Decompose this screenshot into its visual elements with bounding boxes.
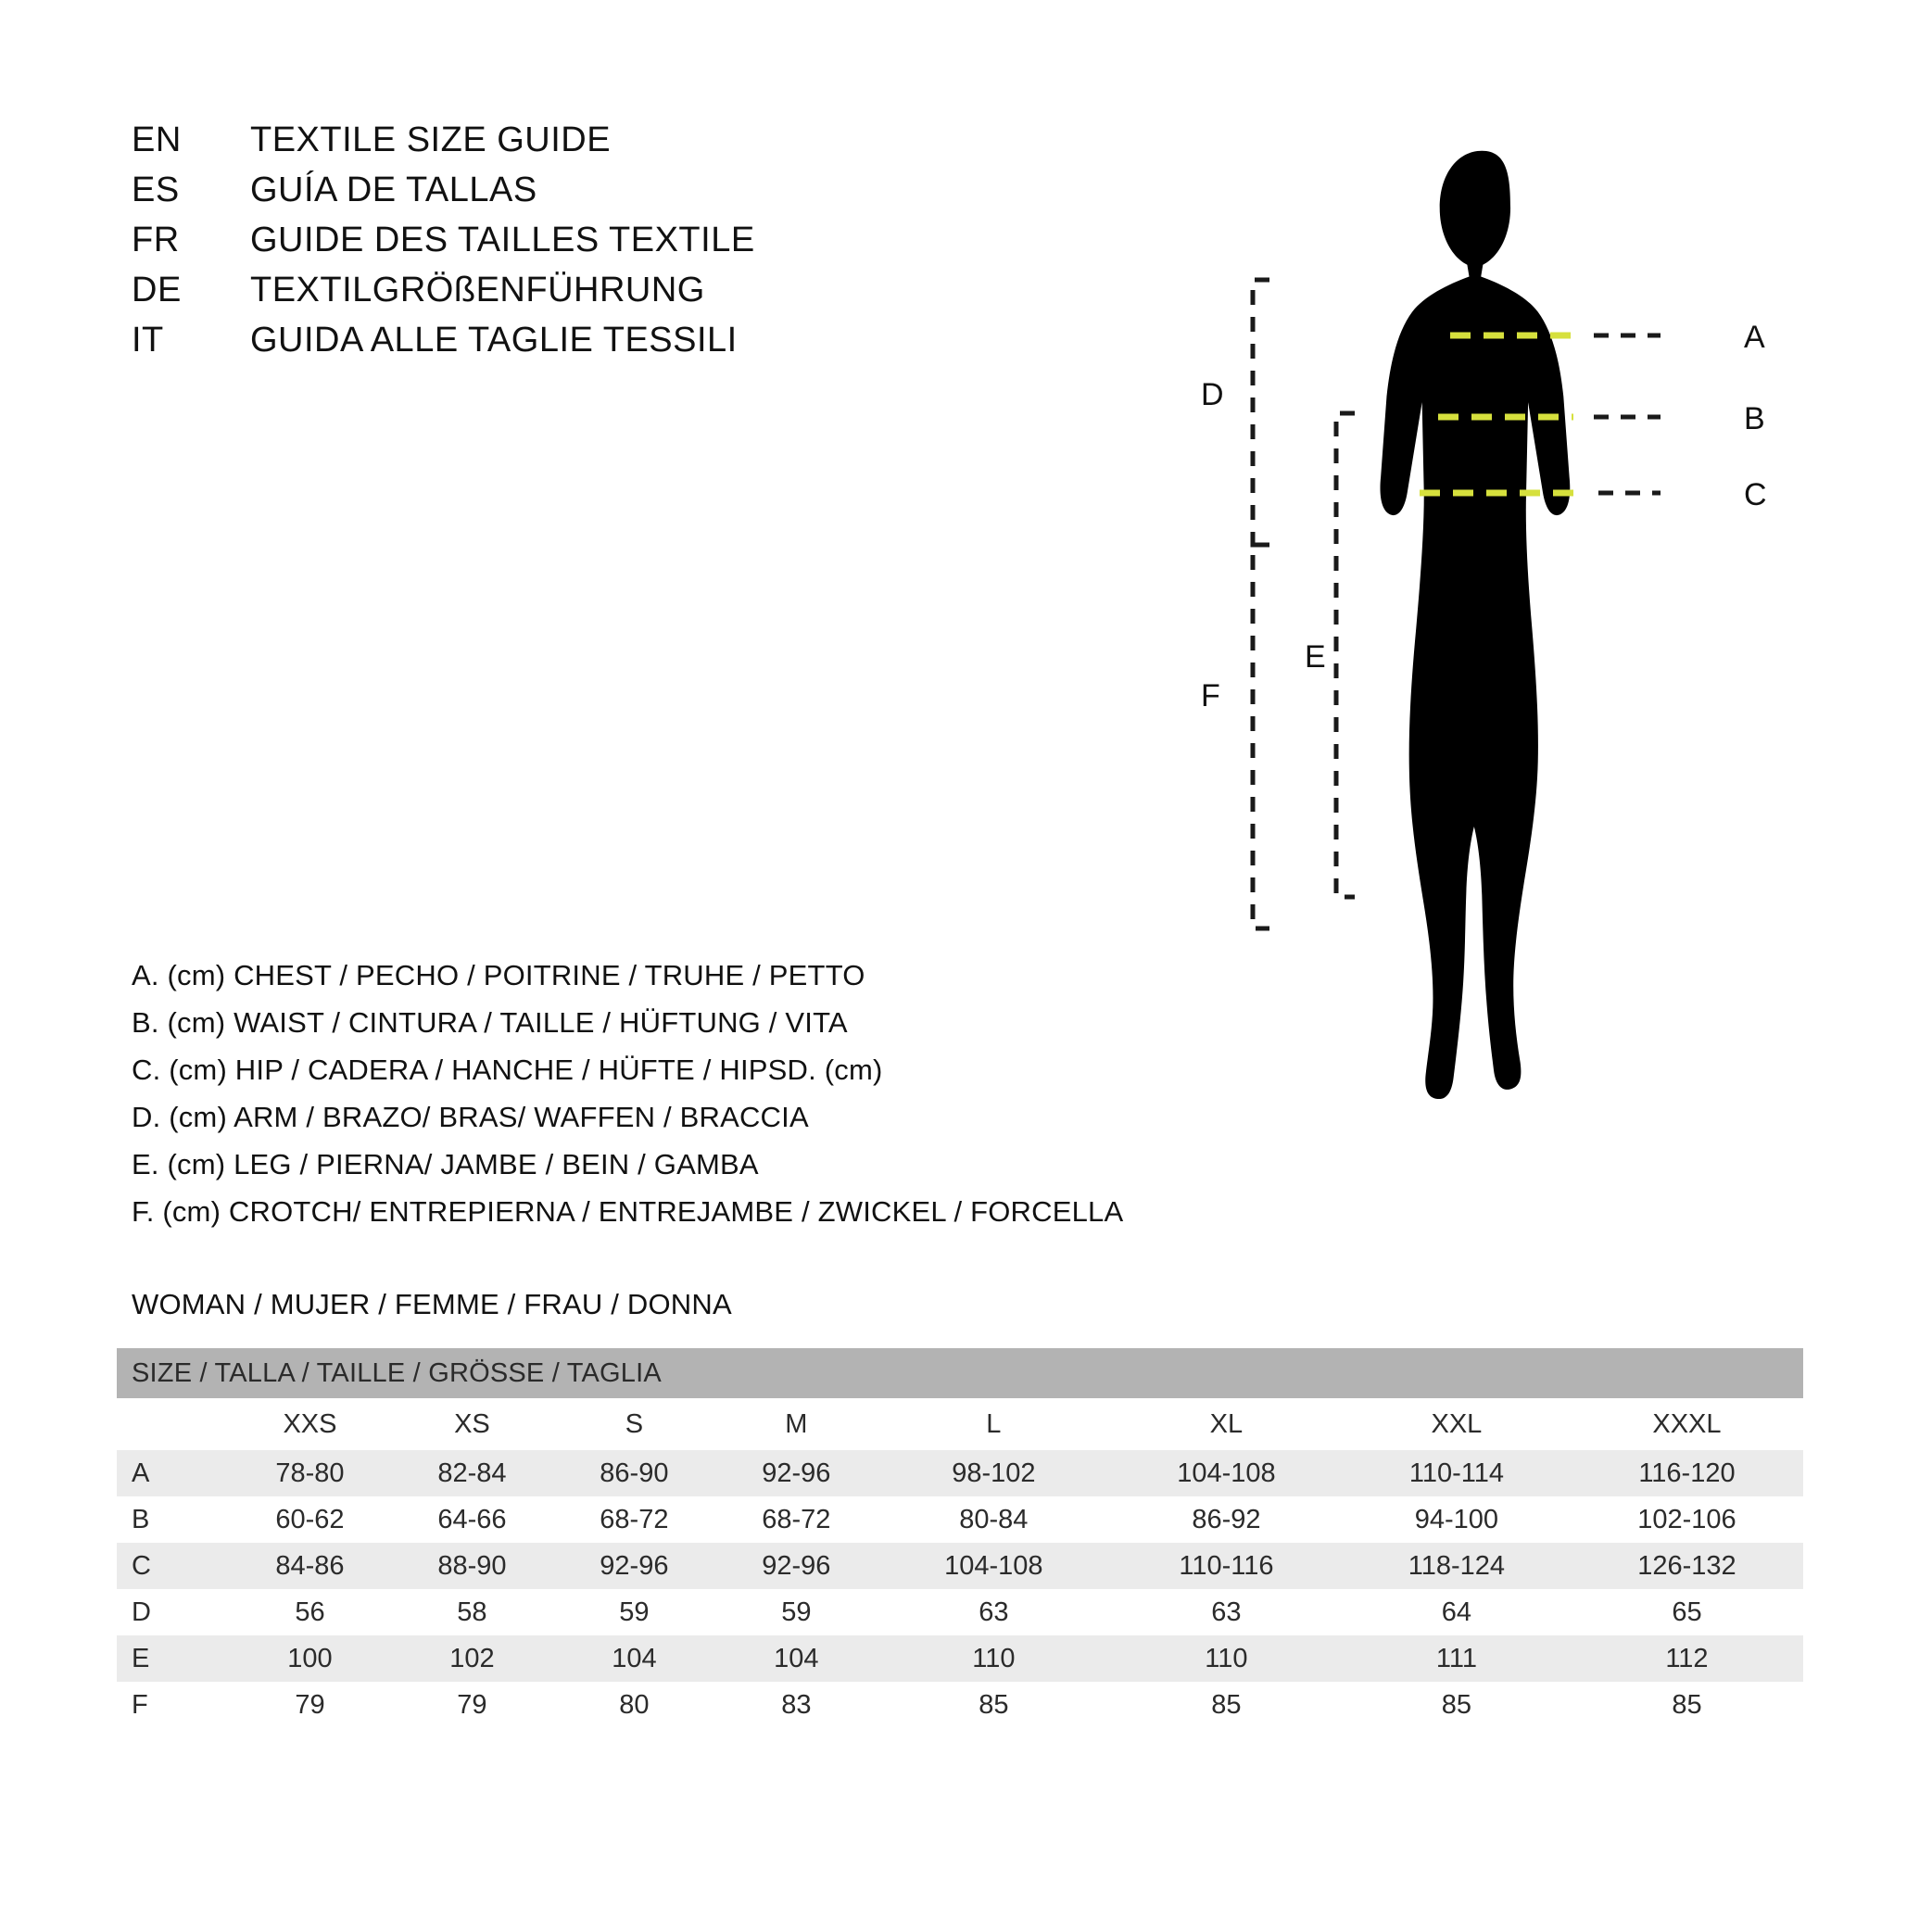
cell-b-xxs: 60-62	[229, 1496, 391, 1543]
cell-d-l: 63	[878, 1589, 1110, 1635]
table-row	[117, 1589, 1803, 1635]
cell-a-xs: 82-84	[391, 1450, 553, 1496]
size-header-xl: XL	[1110, 1398, 1343, 1450]
cell-a-xl: 104-108	[1110, 1450, 1343, 1496]
cell-e-s: 104	[553, 1635, 715, 1682]
row-label-e: E	[117, 1635, 229, 1682]
woman-silhouette-diagram	[1140, 56, 1881, 1205]
cell-d-xxl: 64	[1343, 1589, 1571, 1635]
cell-c-s: 92-96	[553, 1543, 715, 1589]
cell-d-xxs: 56	[229, 1589, 391, 1635]
cell-f-xxxl: 85	[1571, 1682, 1803, 1728]
cell-b-s: 68-72	[553, 1496, 715, 1543]
size-header-xxs: XXS	[229, 1398, 391, 1450]
cell-a-m: 92-96	[715, 1450, 878, 1496]
cell-f-l: 85	[878, 1682, 1110, 1728]
table-row	[117, 1682, 1803, 1728]
cell-c-xxxl: 126-132	[1571, 1543, 1803, 1589]
cell-b-xxl: 94-100	[1343, 1496, 1571, 1543]
woman-silhouette	[1380, 151, 1570, 1099]
cell-e-xs: 102	[391, 1635, 553, 1682]
title-text-de: TEXTILGRÖßENFÜHRUNG	[250, 271, 705, 309]
size-header-l: L	[878, 1398, 1110, 1450]
cell-a-xxl: 110-114	[1343, 1450, 1571, 1496]
size-header-xxl: XXL	[1343, 1398, 1571, 1450]
legend-item-c: C. (cm) HIP / CADERA / HANCHE / HÜFTE / HIPSD. (cm)	[132, 1054, 883, 1086]
title-text-fr: GUIDE DES TAILLES TEXTILE	[250, 221, 755, 259]
cell-a-l: 98-102	[878, 1450, 1110, 1496]
title-row	[132, 321, 755, 371]
cell-e-xxs: 100	[229, 1635, 391, 1682]
table-row	[117, 1635, 1803, 1682]
cell-b-xs: 64-66	[391, 1496, 553, 1543]
cell-c-m: 92-96	[715, 1543, 878, 1589]
cell-b-m: 68-72	[715, 1496, 878, 1543]
size-header-s: S	[553, 1398, 715, 1450]
cell-e-xxl: 111	[1343, 1635, 1571, 1682]
cell-f-xs: 79	[391, 1682, 553, 1728]
cell-f-xxs: 79	[229, 1682, 391, 1728]
cell-c-xs: 88-90	[391, 1543, 553, 1589]
title-text-it: GUIDA ALLE TAGLIE TESSILI	[250, 321, 738, 360]
label-d: D	[1201, 377, 1224, 412]
title-text-es: GUÍA DE TALLAS	[250, 170, 537, 209]
cell-e-xl: 110	[1110, 1635, 1343, 1682]
size-header-m: M	[715, 1398, 878, 1450]
row-label-c: C	[117, 1543, 229, 1589]
legend-item-b: B. (cm) WAIST / CINTURA / TAILLE / HÜFTUNG / VITA	[132, 1006, 848, 1039]
size-table	[117, 1348, 1803, 1728]
size-header-xs: XS	[391, 1398, 553, 1450]
table-band-label: SIZE / TALLA / TAILLE / GRÖSSE / TAGLIA	[117, 1348, 1803, 1398]
row-label-f: F	[117, 1682, 229, 1728]
title-lang-fr: FR	[132, 221, 180, 259]
cell-d-s: 59	[553, 1589, 715, 1635]
measurement-legend	[132, 959, 1123, 1243]
arm-bracket-d	[1253, 280, 1269, 545]
cell-d-m: 59	[715, 1589, 878, 1635]
legend-item-a: A. (cm) CHEST / PECHO / POITRINE / TRUHE / PETTO	[132, 959, 865, 991]
title-row	[132, 221, 755, 271]
cell-e-xxxl: 112	[1571, 1635, 1803, 1682]
row-label-d: D	[117, 1589, 229, 1635]
table-row	[117, 1543, 1803, 1589]
cell-e-m: 104	[715, 1635, 878, 1682]
cell-f-s: 80	[553, 1682, 715, 1728]
title-text-en: TEXTILE SIZE GUIDE	[250, 120, 612, 159]
leg-bracket-e	[1336, 413, 1355, 897]
title-lang-en: EN	[132, 120, 182, 159]
cell-b-xxxl: 102-106	[1571, 1496, 1803, 1543]
section-caption-woman: WOMAN / MUJER / FEMME / FRAU / DONNA	[132, 1288, 732, 1320]
label-c: C	[1744, 477, 1767, 512]
title-row	[132, 120, 755, 170]
size-header-xxxl: XXXL	[1571, 1398, 1803, 1450]
cell-a-s: 86-90	[553, 1450, 715, 1496]
cell-a-xxxl: 116-120	[1571, 1450, 1803, 1496]
crotch-bracket-f	[1253, 545, 1269, 928]
cell-c-xxl: 118-124	[1343, 1543, 1571, 1589]
row-label-b: B	[117, 1496, 229, 1543]
table-row	[117, 1450, 1803, 1496]
label-f: F	[1201, 678, 1220, 713]
cell-c-xl: 110-116	[1110, 1543, 1343, 1589]
table-row-sizes	[117, 1398, 1803, 1450]
title-row	[132, 271, 755, 321]
title-lang-es: ES	[132, 170, 180, 209]
cell-b-l: 80-84	[878, 1496, 1110, 1543]
cell-d-xxxl: 65	[1571, 1589, 1803, 1635]
table-band-header	[117, 1348, 1803, 1398]
size-row-corner	[117, 1398, 229, 1450]
legend-item-f: F. (cm) CROTCH/ ENTREPIERNA / ENTREJAMBE / ZWICKEL / FORCELLA	[132, 1195, 1124, 1228]
label-a: A	[1744, 320, 1765, 355]
cell-f-xl: 85	[1110, 1682, 1343, 1728]
legend-item-d: D. (cm) ARM / BRAZO/ BRAS/ WAFFEN / BRACCIA	[132, 1101, 809, 1133]
cell-d-xl: 63	[1110, 1589, 1343, 1635]
title-row	[132, 170, 755, 221]
cell-c-xxs: 84-86	[229, 1543, 391, 1589]
legend-item-e: E. (cm) LEG / PIERNA/ JAMBE / BEIN / GAMBA	[132, 1148, 759, 1180]
title-lang-de: DE	[132, 271, 182, 309]
cell-d-xs: 58	[391, 1589, 553, 1635]
cell-c-l: 104-108	[878, 1543, 1110, 1589]
title-lang-it: IT	[132, 321, 164, 360]
cell-f-xxl: 85	[1343, 1682, 1571, 1728]
measurement-figure	[1140, 56, 1881, 1205]
row-label-a: A	[117, 1450, 229, 1496]
label-b: B	[1744, 401, 1765, 436]
title-block	[132, 120, 755, 371]
cell-a-xxs: 78-80	[229, 1450, 391, 1496]
cell-e-l: 110	[878, 1635, 1110, 1682]
cell-f-m: 83	[715, 1682, 878, 1728]
label-e: E	[1305, 639, 1326, 675]
table-row	[117, 1496, 1803, 1543]
cell-b-xl: 86-92	[1110, 1496, 1343, 1543]
